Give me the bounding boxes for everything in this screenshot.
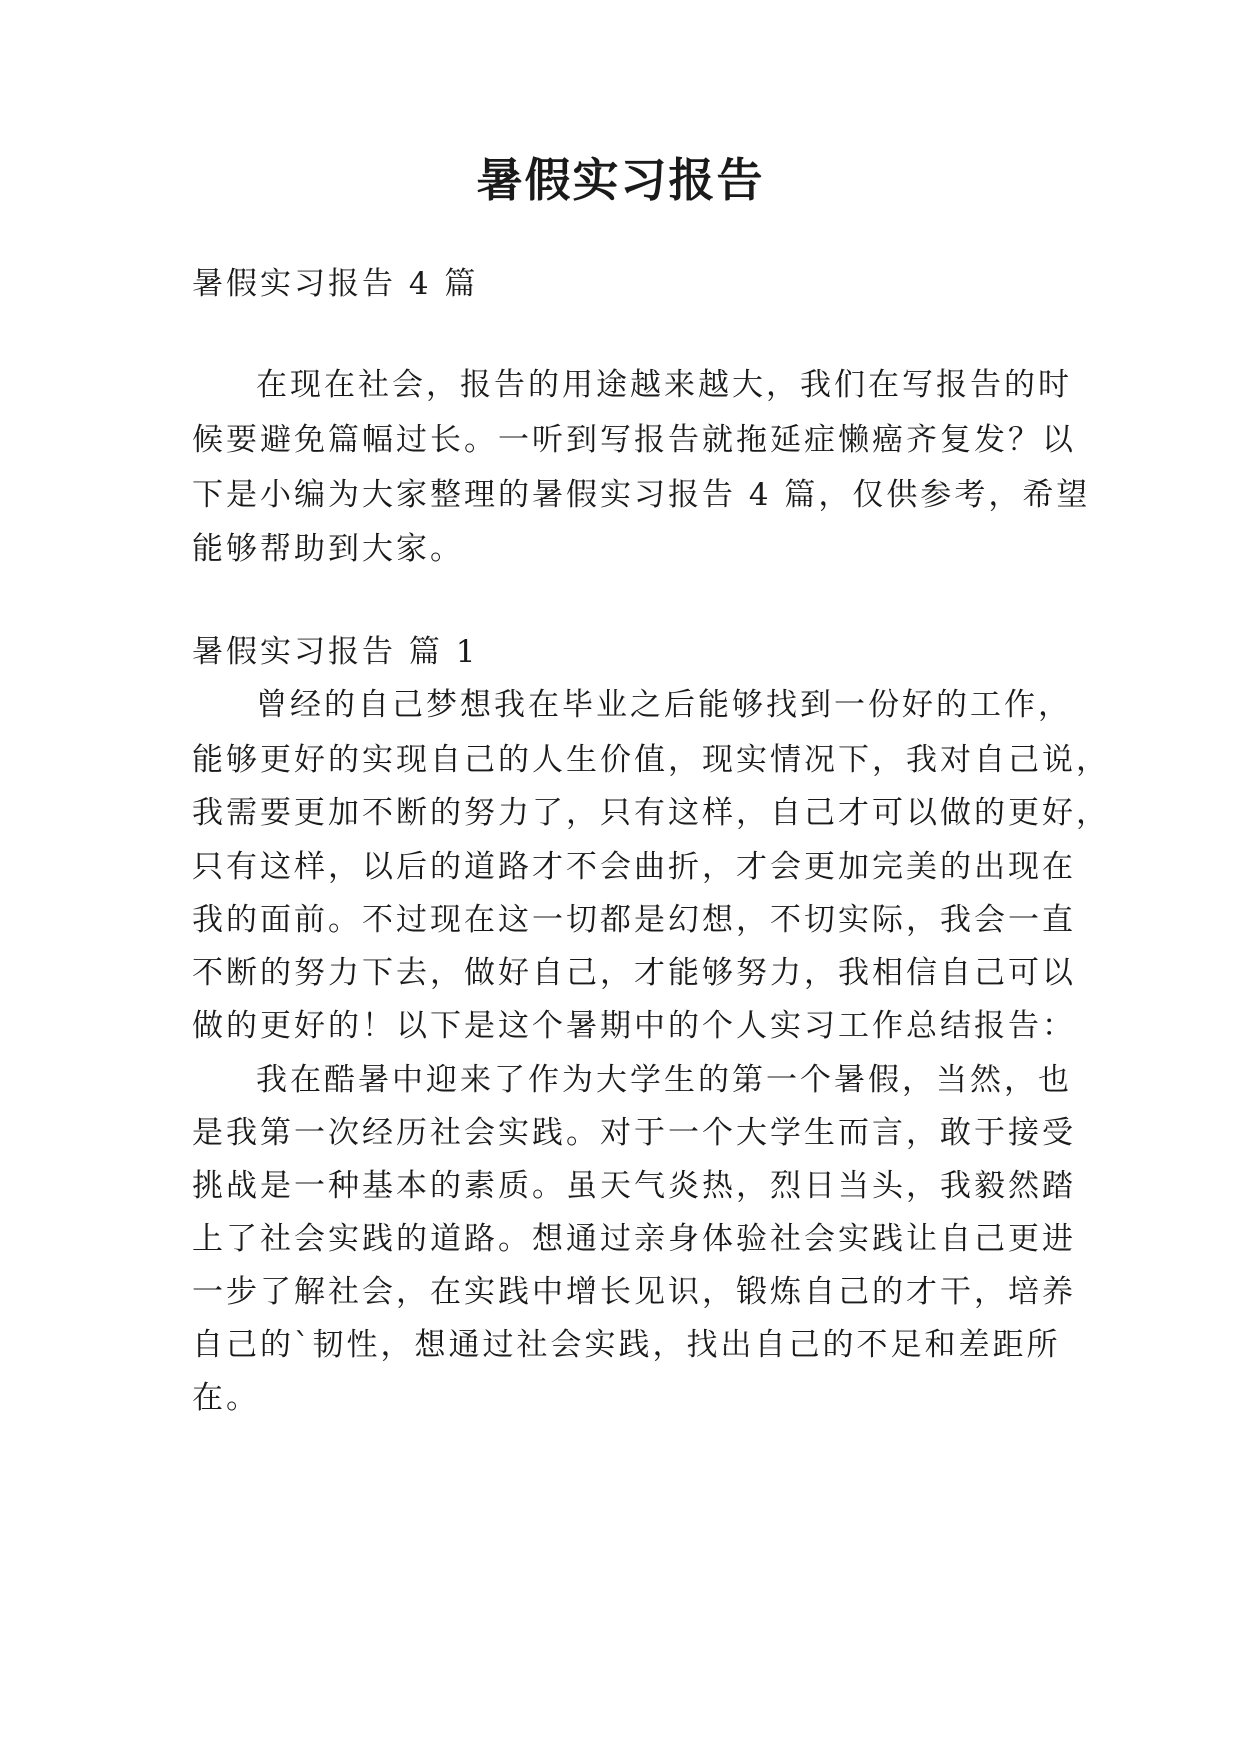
intro-line: 在现在社会，报告的用途越来越大，我们在写报告的时	[256, 367, 1072, 403]
document-title: 暑假实习报告	[476, 153, 765, 207]
para1-line: 只有这样，以后的道路才不会曲折，才会更加完美的出现在	[192, 849, 1076, 885]
intro-line: 下是小编为大家整理的暑假实习报告 4 篇，仅供参考，希望	[192, 477, 1091, 513]
para2-line: 自己的`韧性，想通过社会实践，找出自己的不足和差距所	[192, 1327, 1061, 1363]
para1-line: 我的面前。不过现在这一切都是幻想，不切实际，我会一直	[192, 902, 1076, 938]
para1-line: 不断的努力下去，做好自己，才能够努力，我相信自己可以	[192, 955, 1076, 991]
para2-line: 上了社会实践的道路。想通过亲身体验社会实践让自己更进	[192, 1221, 1076, 1257]
para2-line: 挑战是一种基本的素质。虽天气炎热，烈日当头，我毅然踏	[192, 1168, 1076, 1204]
document-subtitle: 暑假实习报告 4 篇	[192, 266, 479, 302]
para1-line: 我需要更加不断的努力了，只有这样，自己才可以做的更好，	[192, 795, 1110, 831]
para1-line: 能够更好的实现自己的人生价值，现实情况下，我对自己说，	[192, 742, 1110, 778]
intro-line: 能够帮助到大家。	[192, 531, 464, 567]
para2-line: 一步了解社会，在实践中增长见识，锻炼自己的才干，培养	[192, 1274, 1076, 1310]
para2-line: 我在酷暑中迎来了作为大学生的第一个暑假，当然，也	[256, 1062, 1072, 1098]
para1-line: 做的更好的！以下是这个暑期中的个人实习工作总结报告：	[192, 1008, 1076, 1044]
para2-line: 是我第一次经历社会实践。对于一个大学生而言，敢于接受	[192, 1115, 1076, 1151]
section-heading: 暑假实习报告 篇 1	[192, 634, 479, 670]
intro-line: 候要避免篇幅过长。一听到写报告就拖延症懒癌齐复发？以	[192, 422, 1076, 458]
para1-line: 曾经的自己梦想我在毕业之后能够找到一份好的工作，	[256, 687, 1072, 723]
para2-line: 在。	[192, 1380, 260, 1416]
